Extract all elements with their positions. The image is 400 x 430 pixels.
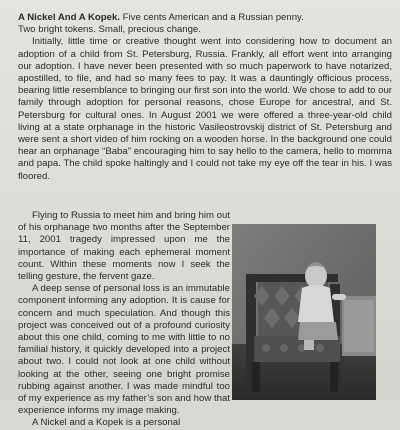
paragraph-1: Initially, little time or creative thought went into considering how to document an adoption of a child from St. Petersburg, Russia. Frankly, all effort went into arranging our adoption. I have never been presented with so much paperwork to have notarized, apostilled, to file, and had so many fees to pay. It was a dauntingly officious process, bearing little resemblance to bringing our first son into the world. We chose to add to our family through adoption for personal reasons, chose Europe for ancestral, and St. Petersburg for cultural ones. In August 2001 we were offered a three-year-old child living at a state orphanage in the historic Vasileostrovskij district of St. Petersburg and were sent a short video of him rocking on a wooden horse. In the background one could hear an orphanage “Baba” encouraging him to say hello to the camera, hello to momma and papa. The child spoke haltingly and I could not take my eye off the tear in his. I was floored.	[18, 36, 392, 182]
heading-line	[18, 12, 392, 24]
lower-text-column	[18, 210, 230, 430]
document-subtitle: Five cents American and a Russian penny.	[122, 12, 304, 23]
paragraph-4: A Nickel and a Kopek is a personal	[32, 417, 181, 429]
paragraph-2: Flying to Russia to meet him and bring him out of his orphanage two months after the September 11, 2001 tragedy impressed upon me the importance of making each ephemeral moment count. Within these moments now I seek the telling gesture, the fervent gaze.	[18, 210, 230, 283]
paragraph-3: A deep sense of personal loss is an immutable component informing any adoption. It is cause for concern and much speculation. And though this project was conceived out of a profound curiosity about this one child, coming to me with little to no familial history, it quickly developed into a project about two. I could not look at one child without looking at the other, seeing one bright promise rubbing against another. I was made mindful too of my experience as my father’s son and how that experience informs my image making.	[18, 283, 230, 417]
upper-text-column	[18, 12, 392, 183]
document-title: A Nickel And A Kopek.	[18, 12, 120, 23]
intro-line: Two bright tokens. Small, precious change.	[18, 24, 201, 36]
child-photograph	[232, 224, 376, 400]
photograph-image	[232, 224, 376, 400]
